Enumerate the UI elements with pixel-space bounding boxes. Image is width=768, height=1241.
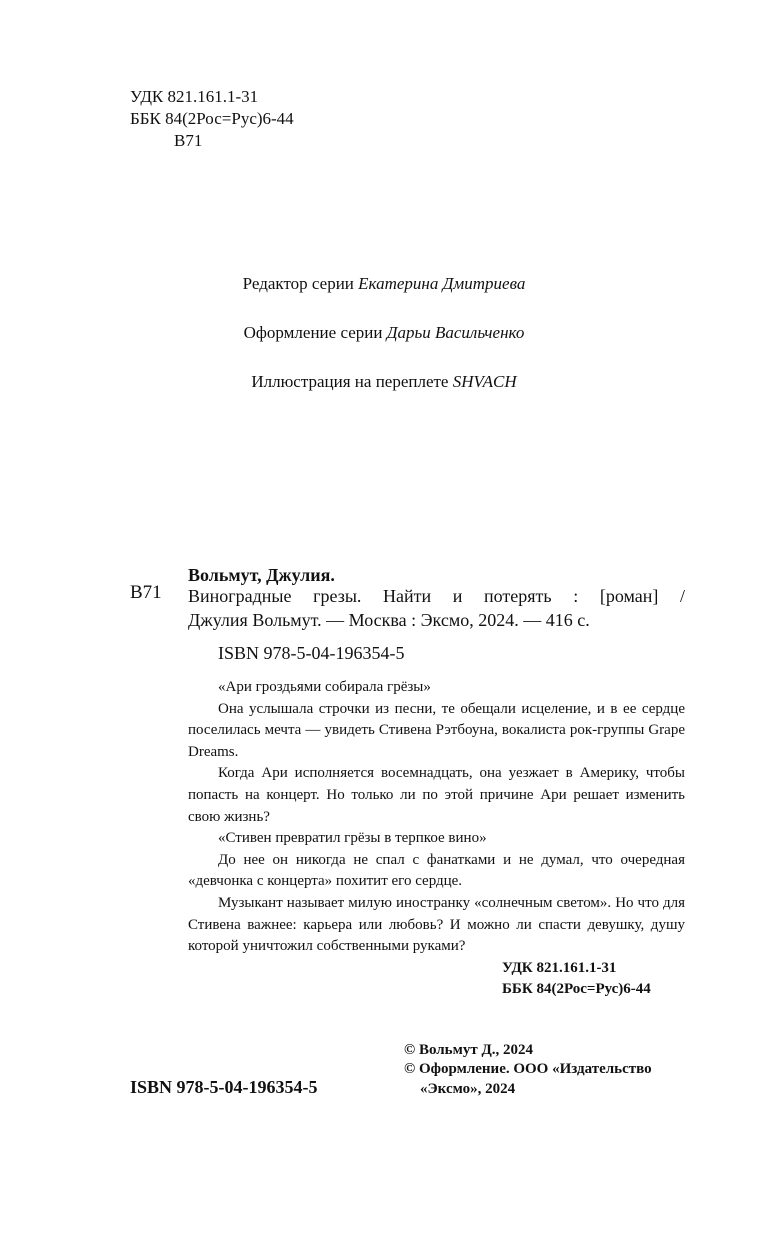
catalog-author: Вольмут, Джулия. (188, 565, 335, 585)
catalog-mark: В71 (130, 582, 162, 603)
credit-role: Редактор серии (242, 274, 354, 293)
credit-name: SHVACH (452, 372, 517, 391)
credit-role: Оформление серии (243, 323, 383, 342)
credit-design (0, 322, 768, 344)
catalog-title-line1: Виноградные грезы. Найти и потерять : [роман] / (188, 586, 685, 606)
udk-code: УДК 821.161.1-31 (130, 87, 259, 106)
credit-role: Иллюстрация на переплете (251, 372, 449, 391)
credit-name: Екатерина Дмитриева (358, 274, 526, 293)
annotation-paragraph: До нее он никогда не спал с фанатками и не думал, что очередная «девчонка с концерта» похитит его сердце. (188, 851, 685, 890)
credit-name: Дарьи Васильченко (386, 323, 525, 342)
footer-isbn: ISBN 978-5-04-196354-5 (130, 1077, 318, 1097)
annotation-paragraph: Музыкант называет милую иностранку «солнечным светом». Но что для Стивена важнее: карьера или любовь? И можно ли спасти девушку, душу которой уничтожил собственными руками? (188, 894, 685, 955)
bottom-bbk: ББК 84(2Рос=Рус)6-44 (502, 981, 651, 997)
credit-editor (0, 273, 768, 295)
copyright-author: © Вольмут Д., 2024 (404, 1042, 534, 1058)
bbk-code: ББК 84(2Рос=Рус)6-44 (130, 109, 294, 128)
credit-illustration (0, 371, 768, 393)
copyright-design-line2: «Эксмо», 2024 (420, 1081, 516, 1097)
annotation-paragraph: «Ари гроздьями собирала грёзы» (218, 679, 431, 695)
annotation (188, 677, 685, 958)
bottom-udk: УДК 821.161.1-31 (502, 960, 617, 976)
author-mark: В71 (174, 131, 203, 150)
annotation-paragraph: Когда Ари исполняется восемнадцать, она уезжает в Америку, чтобы попасть на концерт. Но только ли по этой причине Ари решает изменить свою жизнь? (188, 765, 685, 825)
annotation-paragraph: «Стивен превратил грёзы в терпкое вино» (218, 830, 487, 847)
annotation-paragraph: Она услышала строчки из песни, те обещали исцеление, и в ее сердце поселилась мечта — увидеть Стивена Рэтбоуна, вокалиста рок-группы Grape Dreams. (188, 700, 685, 760)
catalog-title-line2: Джулия Вольмут. — Москва : Эксмо, 2024. — 416 с. (188, 610, 590, 630)
catalog-isbn: ISBN 978-5-04-196354-5 (218, 643, 405, 663)
copyright-design-line1: © Оформление. ООО «Издательство (404, 1061, 652, 1077)
